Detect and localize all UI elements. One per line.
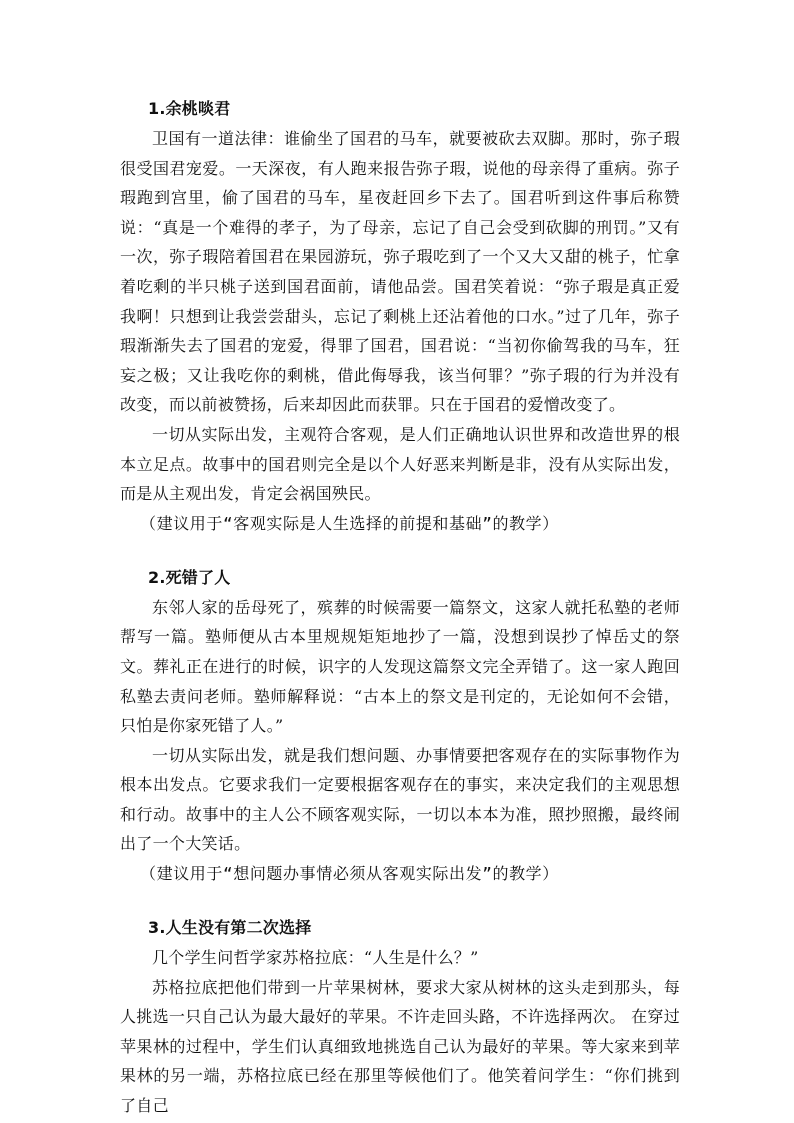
document-page [120, 94, 680, 1121]
section-heading: 3.人生没有第二次选择 [148, 918, 312, 938]
section-heading: 1.余桃啖君 [148, 99, 231, 118]
section-heading: 2.死错了人 [148, 567, 231, 587]
teaching-note: （建议用于“想问题办事情必须从客观实际出发”的教学） [140, 864, 559, 884]
paragraph: 东邻人家的岳母死了，殡葬的时候需要一篇祭文，这家人就托私塾的老师帮写一篇。塾师便从古本里规规矩矩地抄了一篇，没想到误抄了悼岳丈的祭文。葬礼正在进行的时候，识字的人发现这篇祭文完全弄错了。这一家人跑回私塾去责问老师。塾师解释说：“古本上的祭文是刊定的，无论如何不会错，只怕是你家死错了人。” [120, 597, 680, 736]
paragraph: 几个学生问哲学家苏格拉底：“人生是什么？” [152, 948, 479, 968]
story-section-3 [120, 913, 680, 1121]
story-section-2 [120, 563, 680, 889]
paragraph: 苏格拉底把他们带到一片苹果树林，要求大家从树林的这头走到那头，每人挑选一只自己认为最大最好的苹果。不许走回头路，不许选择两次。 在穿过苹果林的过程中，学生们认真细致地挑选自己认为最好的苹果。等大家来到苹果林的另一端，苏格拉底已经在那里等候他们了。他笑着问学生：“你们挑到了自己 [120, 977, 680, 1116]
paragraph: 卫国有一道法律：谁偷坐了国君的马车，就要被砍去双脚。那时，弥子瑕很受国君宠爱。一天深夜，有人跑来报告弥子瑕，说他的母亲得了重病。弥子瑕跑到宫里，偷了国君的马车，星夜赶回乡下去了。国君听到这件事后称赞说：“真是一个难得的孝子，为了母亲，忘记了自己会受到砍脚的刑罚。”又有一次，弥子瑕陪着国君在果园游玩，弥子瑕吃到了一个又大又甜的桃子，忙拿着吃剩的半只桃子送到国君面前，请他品尝。国君笑着说：“弥子瑕是真正爱我啊！只想到让我尝尝甜头，忘记了剩桃上还沾着他的口水。”过了几年，弥子瑕渐渐失去了国君的宠爱，得罪了国君，国君说：“当初你偷驾我的马车，狂妄之极；又让我吃你的剩桃，借此侮辱我，该当何罪？”弥子瑕的行为并没有改变，而以前被赞扬，后来却因此而获罪。只在于国君的爱憎改变了。 [120, 129, 680, 415]
story-section-1 [120, 94, 680, 539]
teaching-note: （建议用于“客观实际是人生选择的前提和基础”的教学） [140, 513, 559, 533]
paragraph: 一切从实际出发，主观符合客观，是人们正确地认识世界和改造世界的根本立足点。故事中的国君则完全是以个人好恶来判断是非，没有从实际出发，而是从主观出发，肯定会祸国殃民。 [120, 424, 680, 504]
paragraph: 一切从实际出发，就是我们想问题、办事情要把客观存在的实际事物作为根本出发点。它要求我们一定要根据客观存在的事实，来决定我们的主观思想和行动。故事中的主人公不顾客观实际，一切以本本为准，照抄照搬，最终闹出了一个大笑话。 [120, 745, 680, 854]
